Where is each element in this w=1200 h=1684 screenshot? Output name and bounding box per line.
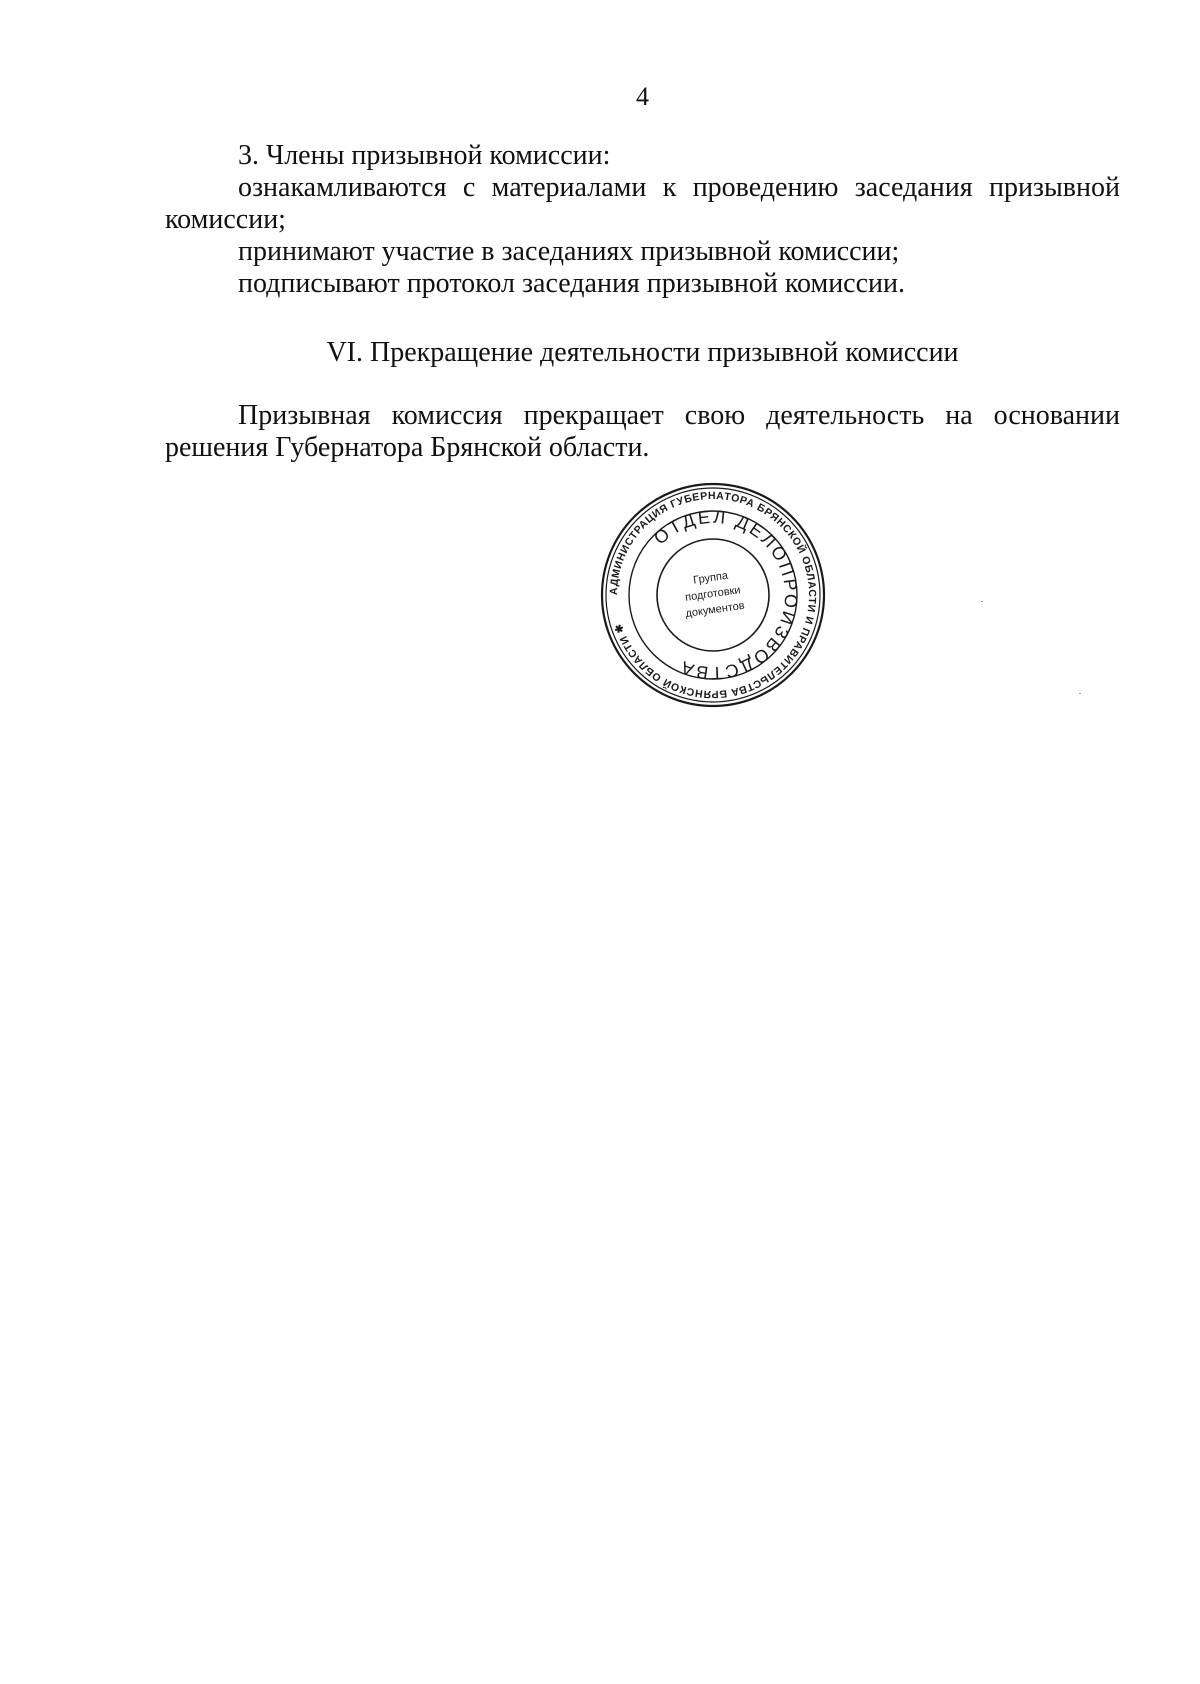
section-3-item-3: подписывают протокол заседания призывной комиссии.	[238, 268, 906, 299]
section-6-paragraph-line-2: решения Губернатора Брянской области.	[165, 432, 650, 463]
seal-center-line-2: подготовки	[684, 584, 742, 604]
scan-speck	[1079, 693, 1081, 694]
seal-icon	[600, 482, 826, 708]
seal-outer-ring-text: АДМИНИСТРАЦИЯ ГУБЕРНАТОРА БРЯНСКОЙ ОБЛАСТИ И ПРАВИТЕЛЬСТВА БРЯНСКОЙ ОБЛАСТИ ✱	[607, 489, 819, 701]
official-seal-stamp	[600, 482, 826, 708]
section-6-paragraph	[165, 400, 1120, 464]
section-6-heading: VI. Прекращение деятельности призывной комиссии	[326, 337, 959, 368]
seal-center-line-1: Группа	[692, 569, 729, 587]
scan-speck	[981, 601, 983, 602]
section-3-title: 3. Члены призывной комиссии:	[238, 140, 611, 171]
section-3-item-2: принимают участие в заседаниях призывной комиссии;	[238, 236, 900, 267]
page-number: 4	[636, 82, 649, 111]
seal-center-line-3: документов	[684, 599, 746, 620]
section-3-item-1-line-2: комиссии;	[165, 204, 286, 235]
section-3-item-1-line-1: ознакамливаются с материалами к проведению заседания призывной	[238, 172, 1120, 203]
section-3-block	[165, 140, 1120, 300]
seal-inner-ring-text: ОТДЕЛ ДЕЛОПРОИЗВОДСТВА	[649, 506, 802, 684]
section-6-paragraph-line-1: Призывная комиссия прекращает свою деятельность на основании	[238, 400, 1120, 431]
